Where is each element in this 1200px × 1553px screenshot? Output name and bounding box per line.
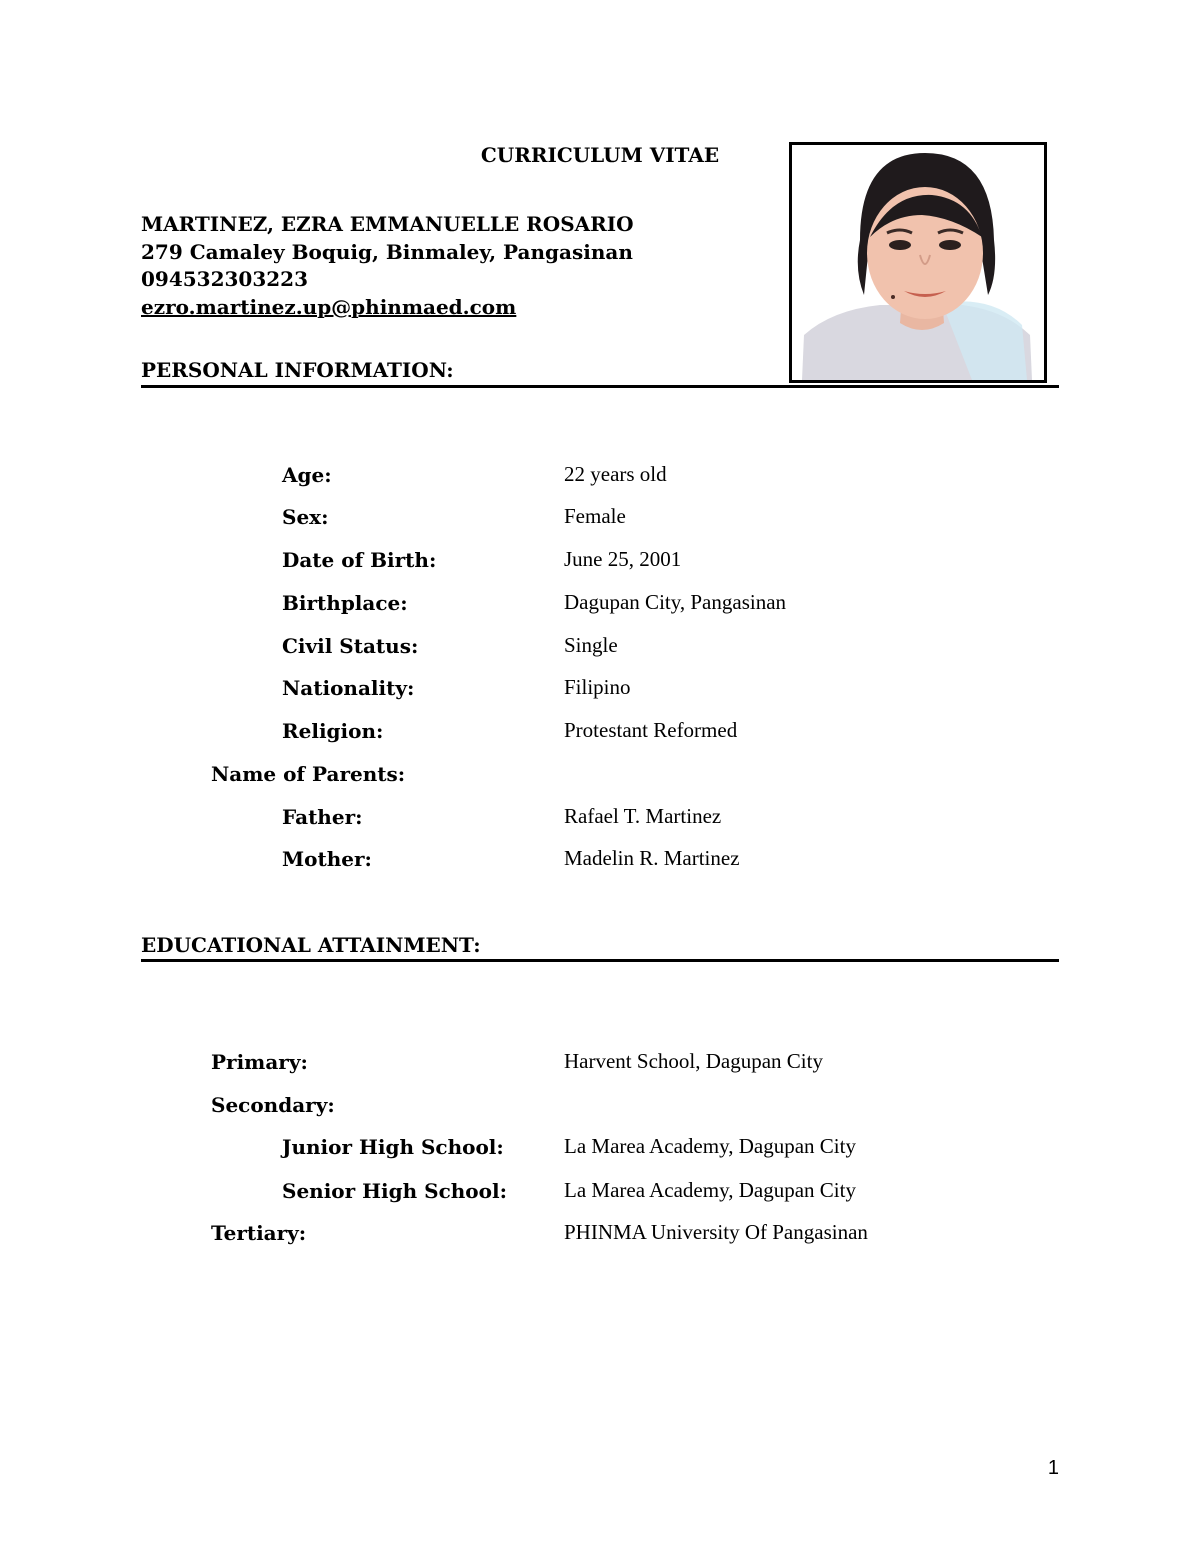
parents-label: Name of Parents:	[211, 762, 406, 786]
field-label-birthplace: Birthplace:	[282, 591, 408, 615]
education-value-junior-high: La Marea Academy, Dagupan City	[564, 1134, 856, 1158]
field-value-age: 22 years old	[564, 462, 667, 486]
field-value-sex: Female	[564, 504, 626, 528]
applicant-photo	[789, 142, 1047, 383]
education-value-senior-high: La Marea Academy, Dagupan City	[564, 1178, 856, 1202]
education-label-senior-high: Senior High School:	[282, 1179, 507, 1203]
field-label-date-of-birth: Date of Birth:	[282, 548, 437, 572]
portrait-image	[792, 145, 1044, 380]
education-value-primary: Harvent School, Dagupan City	[564, 1049, 823, 1073]
section-divider	[141, 959, 1059, 962]
field-label-age: Age:	[282, 463, 332, 487]
section-divider	[141, 385, 1059, 388]
applicant-name: MARTINEZ, EZRA EMMANUELLE ROSARIO	[141, 212, 634, 236]
field-label-mother: Mother:	[282, 847, 372, 871]
field-label-religion: Religion:	[282, 719, 384, 743]
education-label-junior-high: Junior High School:	[282, 1135, 504, 1159]
field-label-nationality: Nationality:	[282, 676, 415, 700]
field-value-date-of-birth: June 25, 2001	[564, 547, 682, 571]
field-value-religion: Protestant Reformed	[564, 718, 738, 742]
education-label-primary: Primary:	[211, 1050, 308, 1074]
document-title: CURRICULUM VITAE	[480, 143, 720, 167]
page-number: 1	[1047, 1457, 1059, 1479]
field-label-civil-status: Civil Status:	[282, 634, 419, 658]
education-label-tertiary: Tertiary:	[211, 1221, 307, 1245]
field-value-civil-status: Single	[564, 633, 618, 657]
education-label-secondary: Secondary:	[211, 1093, 335, 1117]
field-value-mother: Madelin R. Martinez	[564, 846, 740, 870]
applicant-email-link[interactable]: ezro.martinez.up@phinmaed.com	[141, 295, 517, 319]
education-value-tertiary: PHINMA University Of Pangasinan	[564, 1220, 868, 1244]
applicant-phone: 094532303223	[141, 267, 308, 291]
personal-info-heading: PERSONAL INFORMATION:	[141, 358, 454, 382]
field-label-sex: Sex:	[282, 505, 329, 529]
applicant-address: 279 Camaley Boquig, Binmaley, Pangasinan	[141, 240, 633, 264]
field-value-birthplace: Dagupan City, Pangasinan	[564, 590, 787, 614]
education-heading: EDUCATIONAL ATTAINMENT:	[141, 933, 481, 957]
field-value-nationality: Filipino	[564, 675, 631, 699]
field-label-father: Father:	[282, 805, 363, 829]
field-value-father: Rafael T. Martinez	[564, 804, 722, 828]
